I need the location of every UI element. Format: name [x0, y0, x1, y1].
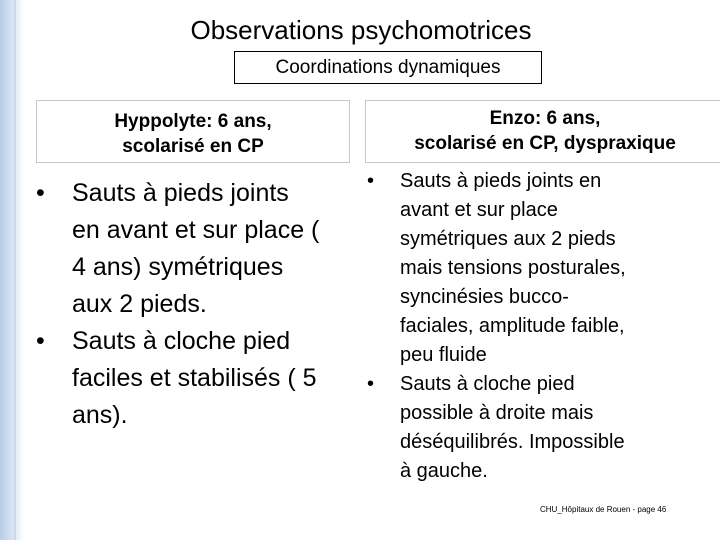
page-footer: CHU_Hôpitaux de Rouen - page 46	[540, 505, 667, 514]
bullet-text-line: Sauts à pieds joints	[72, 179, 289, 207]
right-heading-line-1: Enzo: 6 ans,	[489, 108, 601, 129]
bullet-icon: •	[36, 327, 45, 355]
right-column-heading	[365, 100, 720, 163]
slide-subtitle-box: Coordinations dynamiques	[234, 51, 542, 84]
bullet-text-line: symétriques aux 2 pieds	[400, 228, 616, 250]
bullet-text-line: syncinésies bucco-	[400, 286, 569, 308]
bullet-text-line: Sauts à cloche pied	[72, 327, 291, 355]
left-heading-line-1: Hyppolyte: 6 ans,	[114, 111, 272, 132]
bullet-icon: •	[367, 170, 375, 192]
slide-title: Observations psychomotrices	[190, 15, 532, 45]
bullet-text-line: en avant et sur place (	[72, 216, 320, 244]
right-heading-line-2: scolarisé en CP, dyspraxique	[414, 133, 676, 154]
bullet-text-line: ans).	[72, 401, 128, 429]
bullet-text-line: mais tensions posturales,	[400, 257, 626, 279]
left-column-heading	[36, 100, 350, 163]
list-item	[365, 167, 705, 370]
bullet-text-line: faciales, amplitude faible,	[400, 315, 625, 337]
bullet-text-line: aux 2 pieds.	[72, 290, 207, 318]
bullet-icon: •	[367, 373, 375, 395]
bullet-text-line: possible à droite mais	[400, 402, 594, 424]
left-heading-line-2: scolarisé en CP	[122, 136, 264, 157]
bullet-text-line: 4 ans) symétriques	[72, 253, 284, 281]
bullet-text-line: Sauts à cloche pied	[400, 373, 575, 395]
list-item	[365, 370, 705, 486]
decorative-side-band	[0, 0, 24, 540]
right-bullet-list	[365, 167, 705, 486]
left-bullet-list	[36, 175, 356, 434]
bullet-icon: •	[36, 179, 45, 207]
bullet-text-line: peu fluide	[400, 344, 487, 366]
bullet-text-line: déséquilibrés. Impossible	[400, 431, 625, 453]
bullet-text-line: à gauche.	[400, 460, 488, 482]
bullet-text-line: faciles et stabilisés ( 5	[72, 364, 317, 392]
bullet-text-line: Sauts à pieds joints en	[400, 170, 602, 192]
list-item	[36, 323, 356, 434]
bullet-text-line: avant et sur place	[400, 199, 558, 221]
list-item	[36, 175, 356, 323]
